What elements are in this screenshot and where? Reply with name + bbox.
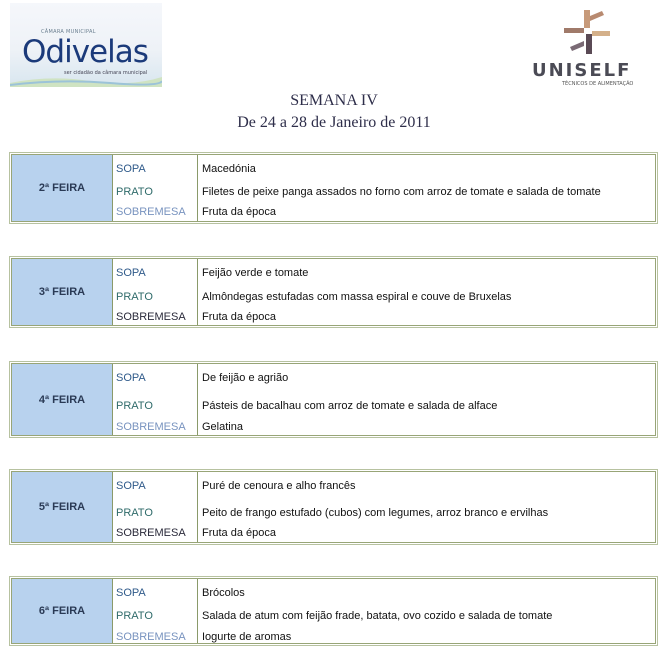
category-soup: SOPA xyxy=(116,267,146,279)
day-label: 5ª FEIRA xyxy=(12,472,113,542)
category-dessert: SOBREMESA xyxy=(116,311,186,323)
category-main: PRATO xyxy=(116,507,153,519)
dessert-value: Iogurte de aromas xyxy=(202,631,292,643)
uniself-mark-icon xyxy=(562,8,612,56)
soup-value: Feijão verde e tomate xyxy=(202,267,309,279)
odivelas-swoosh-icon xyxy=(10,73,162,87)
category-main: PRATO xyxy=(116,610,153,622)
day-block-wednesday xyxy=(9,361,658,438)
category-dessert: SOBREMESA xyxy=(116,206,186,218)
category-soup: SOPA xyxy=(116,163,146,175)
category-soup: SOPA xyxy=(116,587,146,599)
dessert-value: Gelatina xyxy=(202,421,243,433)
category-dessert: SOBREMESA xyxy=(116,631,186,643)
day-block-tuesday xyxy=(9,256,658,328)
main-value: Pásteis de bacalhau com arroz de tomate e salada de alface xyxy=(202,400,498,412)
soup-value: Puré de cenoura e alho francês xyxy=(202,480,356,492)
main-value: Filetes de peixe panga assados no forno com arroz de tomate e salada de tomate xyxy=(202,186,601,198)
uniself-logo-name: UNISELF xyxy=(532,60,632,81)
category-main: PRATO xyxy=(116,186,153,198)
date-range: De 24 a 28 de Janeiro de 2011 xyxy=(237,114,431,131)
soup-value: Brócolos xyxy=(202,587,245,599)
category-dessert: SOBREMESA xyxy=(116,421,186,433)
day-block-monday xyxy=(9,152,658,224)
category-main: PRATO xyxy=(116,400,153,412)
week-title: SEMANA IV xyxy=(290,92,378,109)
category-soup: SOPA xyxy=(116,480,146,492)
day-block-friday xyxy=(9,576,658,646)
category-dessert: SOBREMESA xyxy=(116,527,186,539)
category-main: PRATO xyxy=(116,291,153,303)
odivelas-logo-word: Odivelas xyxy=(22,34,148,70)
uniself-logo xyxy=(528,8,653,88)
uniself-logo-tagline: TÉCNICOS DE ALIMENTAÇÃO xyxy=(562,81,634,87)
dessert-value: Fruta da época xyxy=(202,527,276,539)
soup-value: Macedónia xyxy=(202,163,256,175)
day-label: 2ª FEIRA xyxy=(12,155,113,221)
main-value: Peito de frango estufado (cubos) com legumes, arroz branco e ervilhas xyxy=(202,507,549,519)
odivelas-logo xyxy=(10,3,162,87)
dessert-value: Fruta da época xyxy=(202,206,276,218)
day-block-thursday xyxy=(9,469,658,545)
day-label: 3ª FEIRA xyxy=(12,259,113,325)
day-label: 6ª FEIRA xyxy=(12,579,113,643)
main-value: Salada de atum com feijão frade, batata, ovo cozido e salada de tomate xyxy=(202,610,553,622)
dessert-value: Fruta da época xyxy=(202,311,276,323)
category-soup: SOPA xyxy=(116,372,146,384)
odivelas-logo-tagline: ser cidadão da câmara municipal xyxy=(64,70,148,76)
main-value: Almôndegas estufadas com massa espiral e couve de Bruxelas xyxy=(202,291,512,303)
odivelas-logo-top-text: CÂMARA MUNICIPAL xyxy=(41,29,96,35)
day-label: 4ª FEIRA xyxy=(12,364,113,435)
soup-value: De feijão e agrião xyxy=(202,372,289,384)
